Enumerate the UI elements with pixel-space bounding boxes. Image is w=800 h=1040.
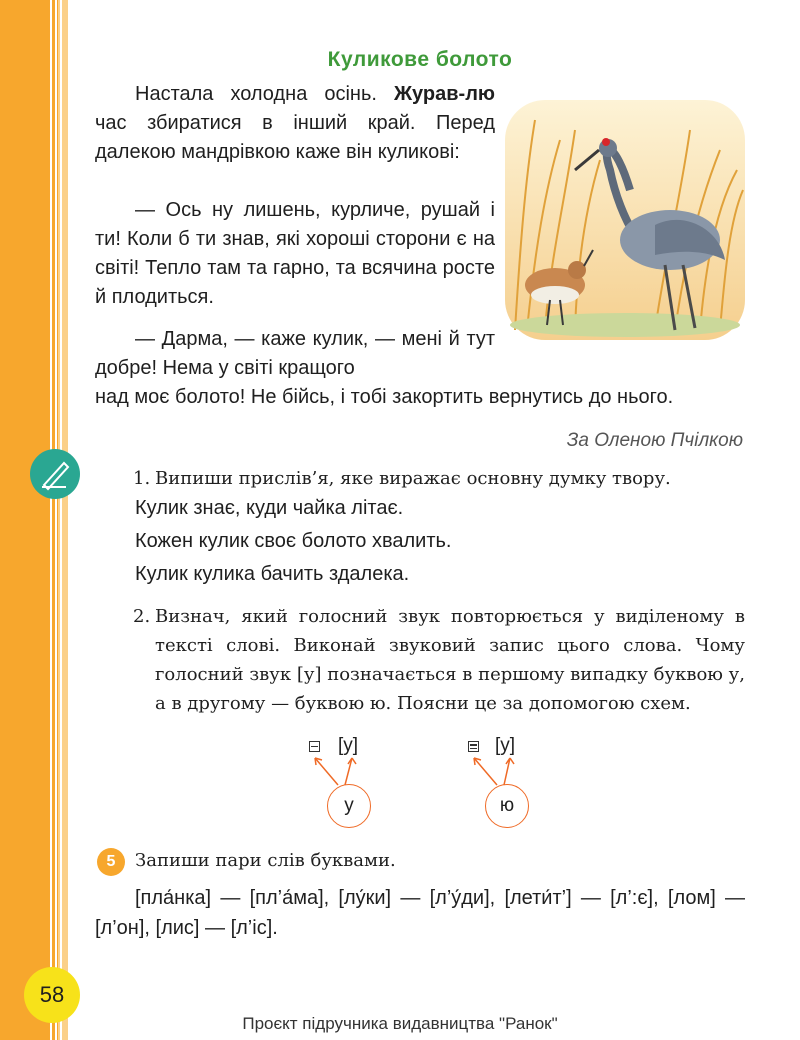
band-stripe — [60, 0, 62, 1040]
story-title: Куликове болото — [327, 48, 513, 71]
task-2-number: 2. — [133, 606, 151, 627]
task-1-text: Випиши прислів’я, яке виражає основну думку твору. — [155, 468, 671, 489]
proverb-option: Кулик кулика бачить здалека. — [135, 563, 410, 585]
crane-and-sandpiper-illustration — [505, 100, 745, 340]
story-paragraph-2: — Ось ну лишень, курличе, рушай і ти! Коли б ти знав, які хороші сторони є на світі! Тепло там та гарно, та всячина росте й плодиться. — [95, 199, 495, 308]
band-stripe — [50, 0, 52, 1040]
task-2 — [133, 602, 745, 718]
p1-rest: час збиратися в інший край. Перед далекою мандрівкою каже він куликові: — [95, 112, 495, 163]
story-paragraph-3-continued: над моє болото! Не бійсь, і тобі закортить вернутись до нього. — [95, 386, 674, 408]
story-paragraph-3: — Дарма, — каже кулик, — мені й тут добре! Нема у світі кращого — [95, 328, 495, 379]
footer-text: Проєкт підручника видавництва "Ранок" — [242, 1014, 558, 1033]
scheme-1-sound: [у] — [338, 735, 359, 756]
highlighted-word: Журав-лю — [393, 83, 495, 105]
proverb-option: Кожен кулик своє болото хвалить. — [135, 530, 452, 552]
band-stripe — [55, 0, 57, 1040]
page-number: 58 — [24, 967, 80, 1023]
proverb-option: Кулик знає, куди чайка літає. — [135, 497, 404, 519]
task-1-number: 1. — [133, 468, 151, 489]
story-author: За Оленою Пчілкою — [566, 430, 743, 451]
task-5-title: Запиши пари слів буквами. — [135, 850, 396, 871]
p1-start: Настала холодна осінь. — [135, 83, 394, 105]
task-5-badge: 5 — [97, 848, 125, 876]
letter-circle-2: ю — [485, 784, 529, 828]
pencil-icon — [30, 449, 80, 499]
task-2-text: Визнач, який голосний звук повторюється у виділеному в тексті слові. Виконай звуковий запис цього слова. Чому голосний звук [у] позначається в першому випадку буквою у, а в другому — буквою ю. Поясни це за допомогою схем. — [155, 606, 745, 714]
story-paragraph-1 — [95, 80, 495, 167]
scheme-2-sound: [у] — [495, 735, 516, 756]
task-1 — [133, 465, 671, 493]
letter-circle-1: у — [327, 784, 371, 828]
task-5-body: [пла́нка] — [пл’а́ма], [лу́ки] — [л’у́ди], [лети́т’] — [л’:є], [лом] — [л’он], [лис] — [л’іс]. — [95, 887, 745, 939]
